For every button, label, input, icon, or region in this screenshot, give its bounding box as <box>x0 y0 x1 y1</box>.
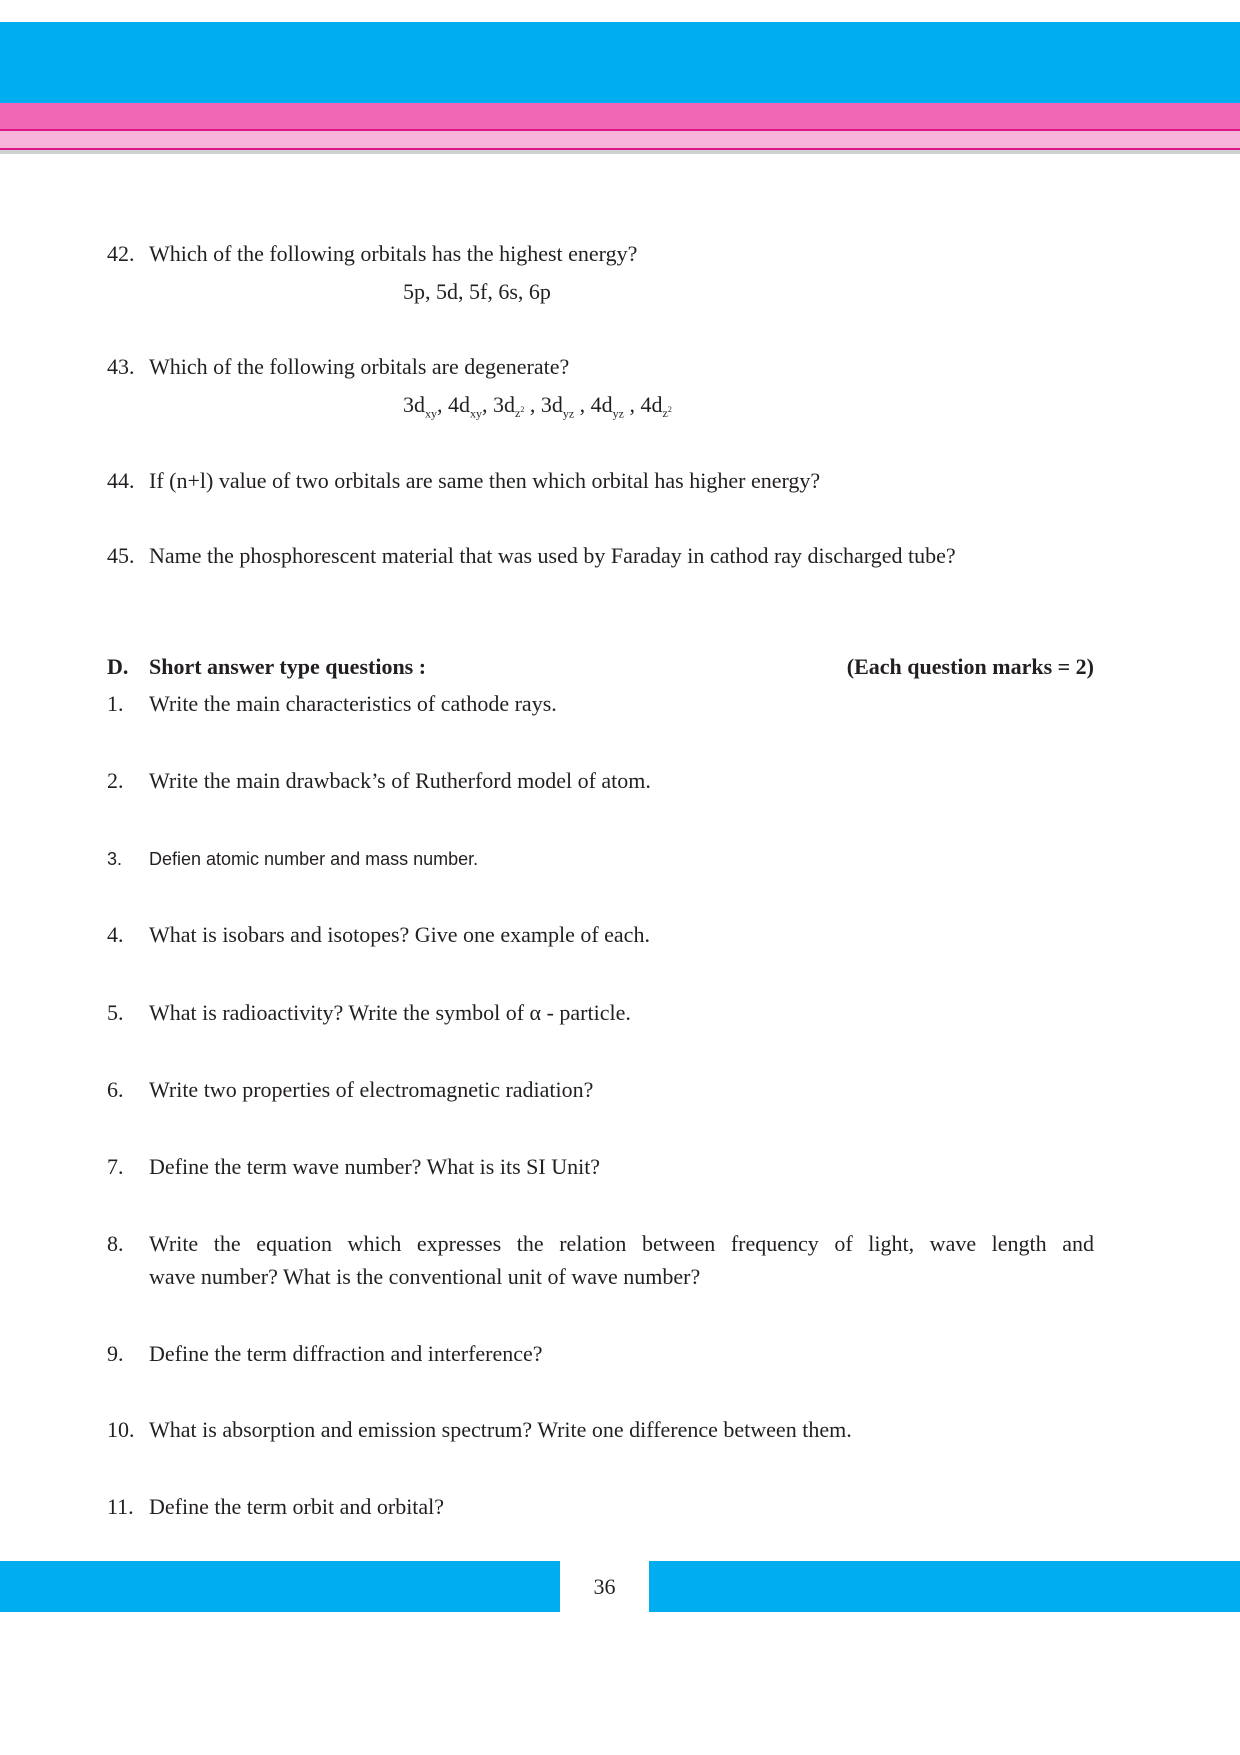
header-pink-band <box>0 103 1240 129</box>
header-shadow <box>0 150 1240 154</box>
page-number: 36 <box>593 1574 616 1599</box>
question-43-orbitals: $3d_{xy}$, $4d_{xy}$, $3d_{z^2}$ , $3d_{yz}$ , $4d_{yz}$ , $4d_{z^2}$ <box>403 392 672 421</box>
short-question-8-text-2: wave number? What is the conventional unit of wave number? <box>149 1264 701 1289</box>
header-blue-band <box>0 22 1240 103</box>
header-light-pink-band <box>0 131 1240 148</box>
short-question-8-text: Write the equation which expresses the relation between frequency of light, wave length and <box>149 1231 1094 1256</box>
footer-bar-right <box>649 1561 1240 1612</box>
footer-bar-left <box>0 1561 560 1612</box>
section-marks: (Each question marks = 2) <box>846 654 1094 679</box>
question-42-options: 5p, 5d, 5f, 6s, 6p <box>403 279 551 304</box>
